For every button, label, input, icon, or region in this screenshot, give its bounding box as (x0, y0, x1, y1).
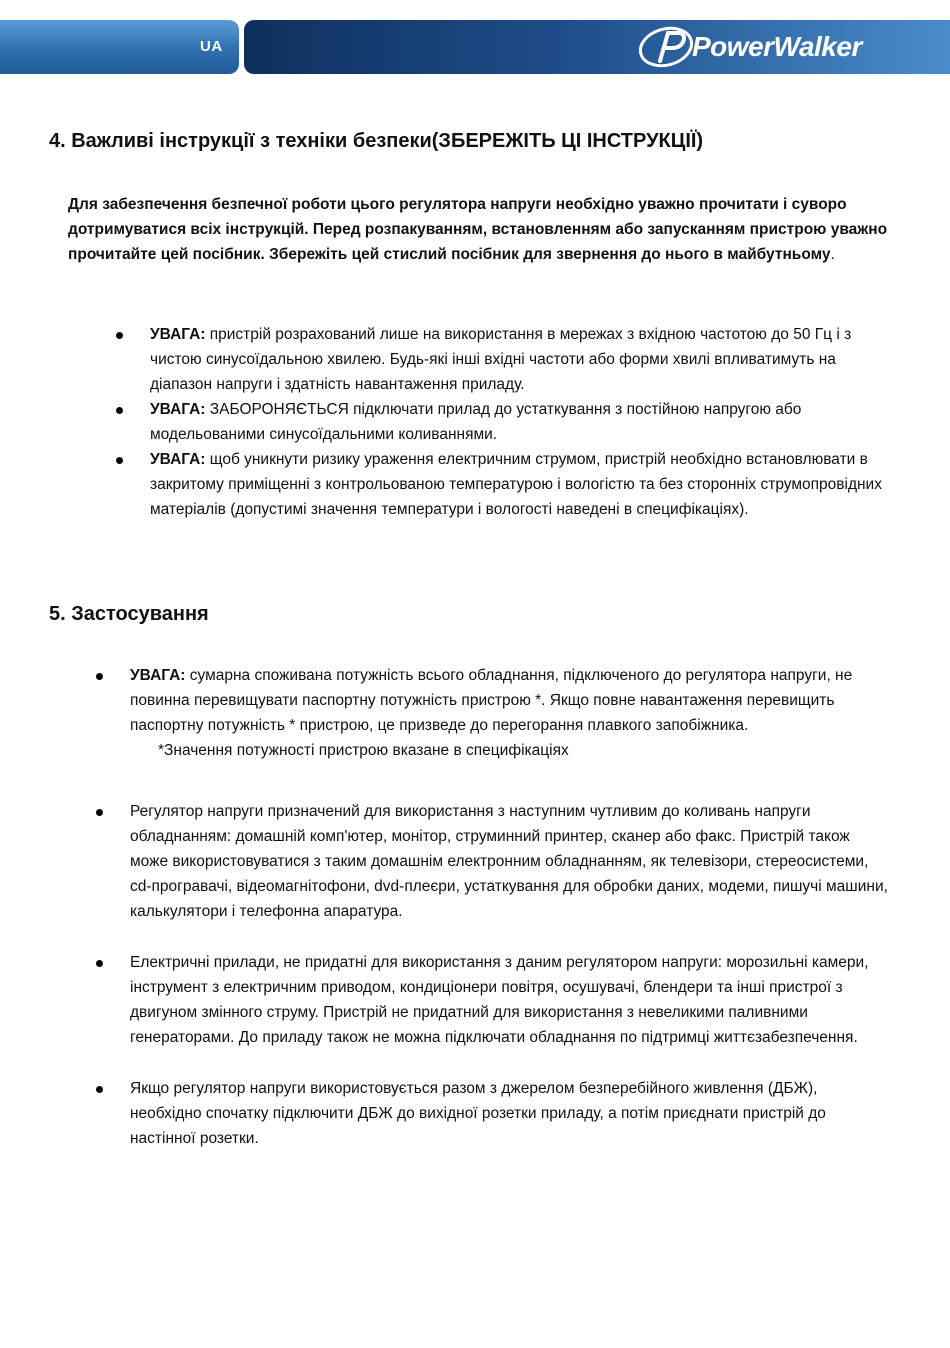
intro-text: Для забезпечення безпечної роботи цього регулятора напруги необхідно уважно прочитати і суворо дотримуватися всіх інструкцій. Перед розпакуванням, встановленням або запусканням пристрою уважно прочитайте цей посібник. Збережіть цей стислий посібник для звернення до нього в майбутньому (68, 196, 888, 263)
bullet-icon (116, 332, 123, 339)
bullet-icon (116, 407, 123, 414)
power-logo-icon (636, 25, 696, 69)
section-5-title: 5. Застосування (49, 603, 209, 625)
language-label: UA (200, 38, 223, 55)
warning-text: сумарна споживана потужність всього обладнання, підключеного до регулятора напруги, не повинна перевищувати паспортну потужність пристрою *. Якщо повне навантаження перевищить паспортну потужність * пристрою, це призведе до перегорання плавкого запобіжника. (130, 667, 853, 734)
warning-label: УВАГА: (150, 326, 206, 343)
item-text: Електричні прилади, не придатні для використання з даним регулятором напруги: морозильні камери, інструмент з електричним приводом, кондиціонери повітря, осушувачі, блендери та інші пристрої з двигуном змінного струму. Пристрій не придатний для використання з невеликими паливними генераторами. До приладу також не можна підключати обладнання по підтримці життєзабезпечення. (130, 954, 869, 1046)
bullet-icon (96, 1086, 103, 1093)
warning-text: ЗАБОРОНЯЄТЬСЯ підключати прилад до устаткування з постійною напругою або модельованими синусоїдальними коливаннями. (150, 401, 802, 443)
list-item (130, 1076, 890, 1151)
bullet-icon (96, 809, 103, 816)
list-item (130, 799, 890, 924)
brand-name: PowerWalker (692, 31, 862, 62)
bullet-icon (116, 457, 123, 464)
safety-list (150, 322, 885, 522)
intro-end: . (830, 246, 835, 263)
item-text: Регулятор напруги призначений для використання з наступним чутливим до коливань напруги обладнанням: домашній комп'ютер, монітор, струминний принтер, сканер або факс. Пристрій також може використовуватися з таким домашнім електронним обладнанням, як телевізори, стереосистеми, cd-програвачі, відеомагнітофони, dvd-плеєри, устаткування для обробки даних, модеми, пишучі машини, калькулятори і телефонна апаратура. (130, 803, 888, 920)
list-item (150, 322, 885, 397)
bullet-icon (96, 960, 103, 967)
warning-label: УВАГА: (150, 451, 206, 468)
list-item (130, 663, 890, 763)
power-note: *Значення потужності пристрою вказане в специфікаціях (158, 742, 569, 759)
list-item (150, 397, 885, 447)
bullet-icon (96, 673, 103, 680)
warning-label: УВАГА: (130, 667, 186, 684)
item-text: Якщо регулятор напруги використовується разом з джерелом безперебійного живлення (ДБЖ), необхідно спочатку підключити ДБЖ до вихідної розетки приладу, а потім приєднати пристрій до настінної розетки. (130, 1080, 826, 1147)
section-4-intro (68, 192, 888, 267)
application-list (130, 663, 890, 1151)
brand-logo (636, 24, 936, 70)
warning-label: УВАГА: (150, 401, 206, 418)
warning-text: щоб уникнути ризику ураження електричним струмом, пристрій необхідно встановлювати в закритому приміщенні з контрольованою температурою і вологістю та без сторонніх струмопровідних матеріалів (допустимі значення температури і вологості наведені в специфікаціях). (150, 451, 882, 518)
section-4-title: 4. Важливі інструкції з техніки безпеки(ЗБЕРЕЖІТЬ ЦІ ІНСТРУКЦІЇ) (49, 130, 704, 152)
warning-text: пристрій розрахований лише на використання в мережах з вхідною частотою до 50 Гц і з чистою синусоїдальною хвилею. Будь-які інші вхідні частоти або форми хвилі впливатимуть на діапазон напруги і здатність навантаження приладу. (150, 326, 852, 393)
page-header (0, 20, 950, 76)
list-item (150, 447, 885, 522)
list-item (130, 950, 890, 1050)
